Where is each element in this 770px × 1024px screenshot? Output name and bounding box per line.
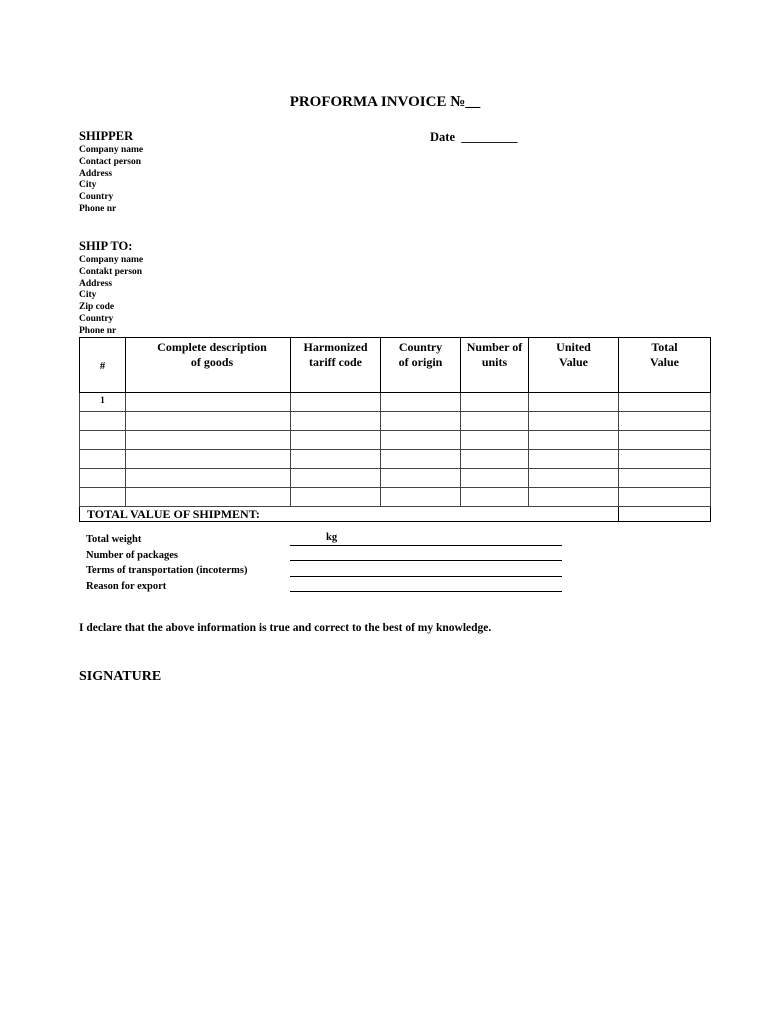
summary-labels bbox=[86, 532, 247, 594]
table-cell[interactable] bbox=[126, 412, 291, 431]
ship-to-phone-label: Phone nr bbox=[79, 325, 117, 336]
transport-terms-label: Terms of transportation (incoterms) bbox=[86, 565, 248, 576]
table-cell[interactable] bbox=[291, 488, 381, 507]
table-cell[interactable] bbox=[619, 488, 711, 507]
table-cell[interactable] bbox=[126, 488, 291, 507]
table-row bbox=[80, 450, 711, 469]
date-label: Date _________ bbox=[430, 130, 518, 144]
shipper-contact-person-label: Contact person bbox=[79, 156, 142, 167]
table-cell[interactable] bbox=[291, 431, 381, 450]
ship-to-heading: SHIP TO: bbox=[79, 239, 133, 253]
table-cell[interactable] bbox=[529, 469, 619, 488]
table-cell[interactable] bbox=[529, 450, 619, 469]
table-cell[interactable] bbox=[80, 431, 126, 450]
total-value-label: TOTAL VALUE OF SHIPMENT: bbox=[80, 507, 619, 522]
table-cell[interactable] bbox=[80, 488, 126, 507]
table-row bbox=[80, 393, 711, 412]
table-cell[interactable] bbox=[461, 431, 529, 450]
col-header-description: Complete description of goods bbox=[126, 338, 291, 393]
shipper-fields bbox=[79, 145, 143, 216]
col-header-unit-value: United Value bbox=[529, 338, 619, 393]
table-cell[interactable] bbox=[291, 393, 381, 412]
col-header-units: Number of units bbox=[461, 338, 529, 393]
shipper-country-label: Country bbox=[79, 192, 114, 203]
reason-for-export-field[interactable] bbox=[290, 591, 562, 592]
table-cell[interactable] bbox=[619, 469, 711, 488]
weight-unit: kg bbox=[326, 532, 338, 543]
table-cell[interactable] bbox=[529, 488, 619, 507]
table-cell[interactable] bbox=[80, 469, 126, 488]
ship-to-contact-person-label: Contakt person bbox=[79, 266, 143, 277]
table-cell[interactable] bbox=[461, 393, 529, 412]
ship-to-city-label: City bbox=[79, 290, 97, 301]
number-of-packages-label: Number of packages bbox=[86, 549, 178, 561]
table-row bbox=[80, 469, 711, 488]
number-of-packages-field[interactable] bbox=[290, 560, 562, 561]
shipper-company-name-label: Company name bbox=[79, 145, 144, 155]
declaration-text: I declare that the above information is true and correct to the best of my knowledge. bbox=[79, 622, 492, 634]
col-header-country-origin: Country of origin bbox=[381, 338, 461, 393]
ship-to-zip-label: Zip code bbox=[79, 302, 115, 313]
table-cell[interactable] bbox=[619, 431, 711, 450]
total-weight-label: Total weight bbox=[86, 534, 142, 545]
goods-table bbox=[79, 337, 711, 522]
table-row bbox=[80, 412, 711, 431]
ship-to-section bbox=[79, 239, 143, 338]
ship-to-address-label: Address bbox=[79, 278, 113, 289]
ship-to-fields bbox=[79, 255, 143, 338]
table-cell[interactable] bbox=[126, 393, 291, 412]
table-cell[interactable] bbox=[529, 431, 619, 450]
shipper-city-label: City bbox=[79, 180, 97, 191]
table-cell[interactable] bbox=[80, 412, 126, 431]
table-cell[interactable] bbox=[126, 469, 291, 488]
invoice-title: PROFORMA INVOICE №__ bbox=[289, 94, 481, 110]
col-header-number: # bbox=[80, 338, 126, 393]
total-weight-field[interactable] bbox=[290, 545, 562, 546]
total-value-cell[interactable] bbox=[619, 507, 711, 522]
table-cell[interactable] bbox=[126, 450, 291, 469]
shipper-address-label: Address bbox=[79, 168, 113, 179]
table-cell[interactable] bbox=[381, 393, 461, 412]
reason-for-export-label: Reason for export bbox=[86, 580, 167, 592]
table-cell[interactable] bbox=[126, 431, 291, 450]
table-cell[interactable] bbox=[461, 412, 529, 431]
table-cell[interactable] bbox=[291, 450, 381, 469]
table-cell[interactable] bbox=[461, 450, 529, 469]
table-row bbox=[80, 431, 711, 450]
table-cell[interactable] bbox=[461, 488, 529, 507]
table-cell[interactable] bbox=[291, 412, 381, 431]
table-cell[interactable] bbox=[529, 393, 619, 412]
table-cell[interactable] bbox=[381, 450, 461, 469]
table-cell[interactable] bbox=[381, 431, 461, 450]
table-cell[interactable]: 1 bbox=[80, 393, 126, 412]
table-cell[interactable] bbox=[381, 469, 461, 488]
table-header-row bbox=[80, 338, 711, 393]
total-row bbox=[80, 507, 711, 522]
table-cell[interactable] bbox=[291, 469, 381, 488]
col-header-total-value: Total Value bbox=[619, 338, 711, 393]
table-cell[interactable] bbox=[381, 412, 461, 431]
table-cell[interactable] bbox=[619, 393, 711, 412]
signature-label: SIGNATURE bbox=[79, 669, 162, 684]
table-cell[interactable] bbox=[529, 412, 619, 431]
table-cell[interactable] bbox=[461, 469, 529, 488]
table-cell[interactable] bbox=[381, 488, 461, 507]
shipper-section bbox=[79, 129, 143, 216]
shipper-heading: SHIPPER bbox=[79, 129, 134, 143]
shipper-phone-label: Phone nr bbox=[79, 203, 117, 214]
ship-to-country-label: Country bbox=[79, 313, 114, 324]
table-cell[interactable] bbox=[619, 412, 711, 431]
table-cell[interactable] bbox=[80, 450, 126, 469]
transport-terms-field[interactable] bbox=[290, 576, 562, 577]
col-header-tariff-code: Harmonized tariff code bbox=[291, 338, 381, 393]
table-row bbox=[80, 488, 711, 507]
table-cell[interactable] bbox=[619, 450, 711, 469]
ship-to-company-name-label: Company name bbox=[79, 255, 144, 265]
